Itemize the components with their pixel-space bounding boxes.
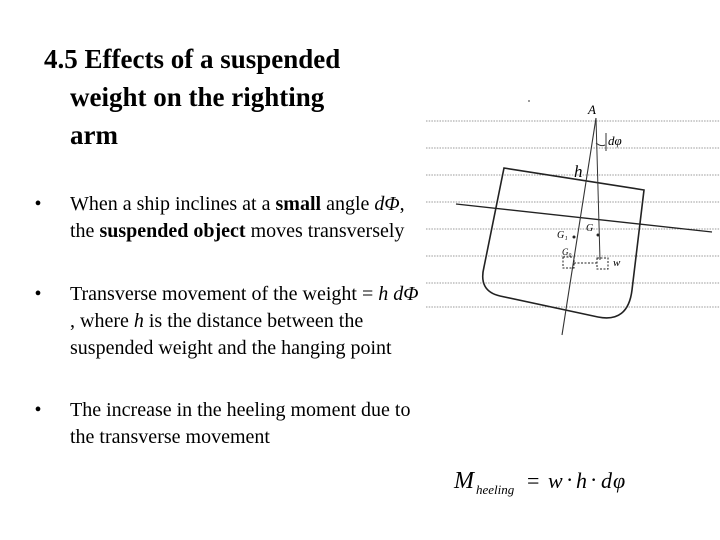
suspension-line-vertical — [596, 118, 600, 260]
bullet-dot: • — [34, 399, 42, 421]
label-G: G — [586, 223, 594, 234]
formula-dot-2: · — [590, 467, 598, 492]
formula-w: w — [548, 468, 563, 493]
bullet-dot: • — [34, 283, 42, 305]
point-G1 — [573, 236, 576, 239]
bullet-1-text-b: angle — [321, 193, 375, 215]
formula-equals: = — [527, 468, 540, 493]
waterline-rules — [426, 121, 720, 307]
suspended-weight-diagram — [420, 95, 720, 340]
formula-h: h — [576, 468, 587, 493]
stray-mark — [528, 100, 530, 102]
bullet-list — [28, 191, 428, 451]
label-h: h — [574, 162, 583, 181]
bullet-1-angle: dΦ — [374, 193, 400, 215]
formula-subscript: heeling — [476, 482, 515, 497]
bullet-2-text-b: , where — [70, 310, 134, 332]
formula-d: d — [601, 468, 612, 493]
label-w: w — [613, 257, 621, 269]
bullet-3-text: The increase in the heeling moment due to the transverse movement — [70, 399, 411, 448]
hull-outline — [483, 168, 644, 318]
formula-M: M — [454, 468, 474, 494]
label-G0: G₀ — [562, 247, 572, 257]
point-G — [597, 234, 600, 237]
label-G1: G₁ — [557, 230, 568, 241]
bullet-1-text-c: , the — [70, 193, 405, 242]
bullet-1-text-a: When a ship inclines at a — [70, 193, 276, 215]
bullet-item-3 — [28, 397, 428, 451]
formula-phi: φ — [613, 468, 626, 493]
title-line-1: 4.5 Effects of a suspended — [44, 44, 341, 74]
dphi-angle-arc — [596, 143, 605, 146]
slide-title — [44, 40, 414, 154]
bullet-1-small: small — [275, 193, 322, 215]
weight-displaced — [597, 258, 608, 269]
bullet-1-text-d: moves transversely — [245, 220, 405, 242]
bullet-2-text-a: Transverse movement of the weight = — [70, 283, 379, 305]
formula-dot-1: · — [566, 467, 574, 492]
bullet-dot: • — [34, 193, 42, 215]
heeling-moment-formula — [452, 458, 652, 506]
label-dphi: dφ — [608, 133, 622, 148]
bullet-item-1 — [28, 191, 428, 245]
bullet-1-suspended-object: suspended object — [99, 220, 246, 242]
label-A: A — [588, 102, 596, 117]
title-line-2: weight on the righting — [70, 82, 325, 112]
bullet-2-h: h — [133, 310, 144, 332]
bullet-2-text-c: is the distance between the suspended weight and the hanging point — [70, 310, 392, 359]
bullet-2-hdphi: h dΦ — [378, 283, 419, 305]
title-line-3: arm — [70, 120, 118, 150]
bullet-item-2 — [28, 281, 428, 362]
